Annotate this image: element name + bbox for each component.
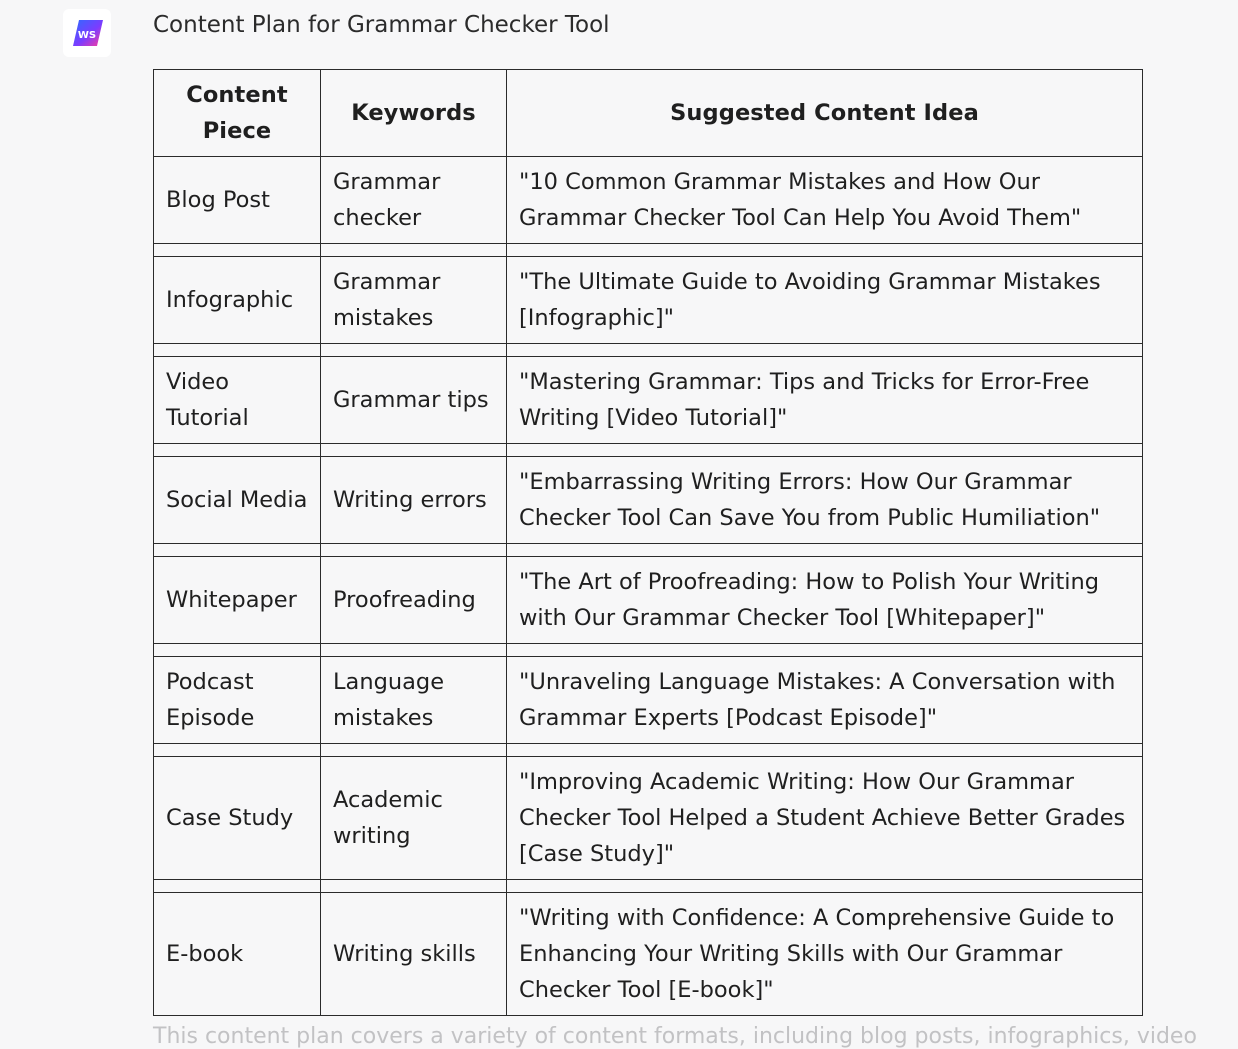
- table-row: [153, 557, 1143, 644]
- cell-content-piece: Podcast Episode: [153, 657, 321, 744]
- cell-keywords: Grammar checker: [321, 157, 507, 244]
- message-summary-text: This content plan covers a variety of content formats, including blog posts, infographics, video: [153, 1024, 1197, 1049]
- content-plan-table-wrapper: [153, 69, 1143, 1016]
- row-spacer: [153, 744, 1143, 757]
- row-spacer: [153, 544, 1143, 557]
- cell-content-piece: Infographic: [153, 257, 321, 344]
- cell-content-piece: Blog Post: [153, 157, 321, 244]
- cell-keywords: Grammar mistakes: [321, 257, 507, 344]
- cell-content-idea: "Mastering Grammar: Tips and Tricks for Error-Free Writing [Video Tutorial]": [507, 357, 1143, 444]
- cell-keywords: Academic writing: [321, 757, 507, 880]
- table-row: [153, 257, 1143, 344]
- cell-content-piece: Social Media: [153, 457, 321, 544]
- cell-content-piece: E-book: [153, 893, 321, 1016]
- row-spacer: [153, 444, 1143, 457]
- content-plan-table: [153, 69, 1143, 1016]
- table-row: [153, 157, 1143, 244]
- header-keywords: Keywords: [321, 69, 507, 157]
- header-suggested-content-idea: Suggested Content Idea: [507, 69, 1143, 157]
- table-row: [153, 357, 1143, 444]
- table-row: [153, 893, 1143, 1016]
- row-spacer: [153, 344, 1143, 357]
- row-spacer: [153, 644, 1143, 657]
- cell-content-idea: "The Ultimate Guide to Avoiding Grammar Mistakes [Infographic]": [507, 257, 1143, 344]
- row-spacer: [153, 244, 1143, 257]
- cell-content-idea: "Unraveling Language Mistakes: A Conversation with Grammar Experts [Podcast Episode]": [507, 657, 1143, 744]
- cell-content-piece: Whitepaper: [153, 557, 321, 644]
- cell-content-idea: "Embarrassing Writing Errors: How Our Grammar Checker Tool Can Save You from Public Humiliation": [507, 457, 1143, 544]
- cell-content-idea: "10 Common Grammar Mistakes and How Our Grammar Checker Tool Can Help You Avoid Them": [507, 157, 1143, 244]
- table-row: [153, 757, 1143, 880]
- cell-content-idea: "Improving Academic Writing: How Our Grammar Checker Tool Helped a Student Achieve Better Grades [Case Study]": [507, 757, 1143, 880]
- header-content-piece: Content Piece: [153, 69, 321, 157]
- cell-content-idea: "Writing with Confidence: A Comprehensive Guide to Enhancing Your Writing Skills with Our Grammar Checker Tool [E-book]": [507, 893, 1143, 1016]
- table-row: [153, 657, 1143, 744]
- cell-keywords: Grammar tips: [321, 357, 507, 444]
- message-title: Content Plan for Grammar Checker Tool: [153, 12, 610, 38]
- cell-keywords: Language mistakes: [321, 657, 507, 744]
- assistant-avatar: [63, 9, 111, 57]
- row-spacer: [153, 880, 1143, 893]
- cell-content-piece: Video Tutorial: [153, 357, 321, 444]
- logo-text: WS: [77, 30, 97, 41]
- writesonic-logo-icon: [70, 17, 104, 49]
- table-header-row: [153, 69, 1143, 157]
- table-row: [153, 457, 1143, 544]
- cell-keywords: Proofreading: [321, 557, 507, 644]
- cell-keywords: Writing skills: [321, 893, 507, 1016]
- cell-content-idea: "The Art of Proofreading: How to Polish Your Writing with Our Grammar Checker Tool [Whitepaper]": [507, 557, 1143, 644]
- cell-content-piece: Case Study: [153, 757, 321, 880]
- cell-keywords: Writing errors: [321, 457, 507, 544]
